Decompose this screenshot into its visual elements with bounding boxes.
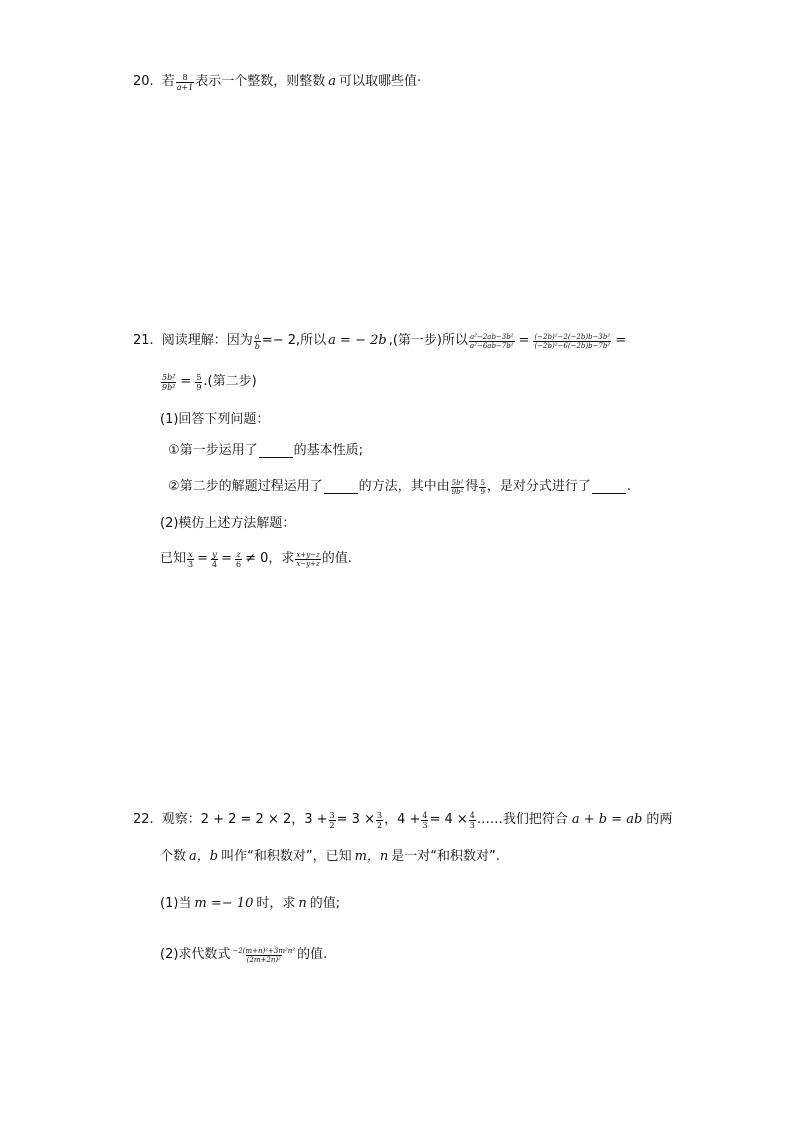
question-text: (1)当: [160, 896, 192, 911]
equals-sign: =: [197, 551, 209, 566]
question-20: [133, 72, 421, 92]
math-expression: a = − 2b: [328, 333, 387, 348]
math-text: = 3 ×: [336, 812, 375, 827]
question-21-sub-1: [168, 441, 363, 461]
fraction: $\frac{5}{9}$: [480, 478, 485, 496]
variable: n: [298, 896, 307, 911]
fraction: $\frac{x}{3}$: [188, 549, 194, 569]
question-text: 的值.: [297, 947, 328, 962]
answer-blank[interactable]: [324, 481, 358, 494]
question-text: 的值;: [309, 896, 341, 911]
question-text: 表示一个整数，则整数: [195, 74, 326, 89]
math-expression: a，b: [189, 849, 219, 864]
question-text: ①第一步运用了: [168, 443, 258, 458]
equals-sign: =: [518, 333, 530, 348]
question-text: 时，求: [256, 896, 296, 911]
math-text: ，4 +: [384, 812, 421, 827]
question-text: ,(第一步)所以: [388, 333, 468, 348]
fraction: $\frac{z}{6}$: [236, 549, 242, 569]
fraction: $\frac{x+y-z}{x-y+z}$: [296, 550, 320, 568]
answer-blank[interactable]: [259, 445, 293, 458]
question-text: 已知: [160, 551, 187, 566]
question-text: 是一对“和积数对”.: [391, 849, 500, 864]
question-text: 的值.: [321, 551, 352, 566]
question-number: 20.: [133, 74, 154, 89]
fraction: $\frac{\text{a²−2ab−3b²}}{\text{a²−6ab−7b²}}$: [469, 332, 514, 350]
question-text: 的方法，其中由: [358, 479, 450, 494]
question-text: 的两: [646, 812, 673, 827]
fraction: $\frac{\text{5b²}}{\text{9b²}}$: [162, 372, 176, 392]
fraction: $\frac{3}{2}$: [329, 810, 335, 830]
question-text: 个数: [160, 849, 187, 864]
math-expression: a + b = ab: [571, 812, 643, 827]
question-text: ……我们把符合: [476, 812, 568, 827]
fraction: $\frac{\text{−2(m+n)²+3m²n²}}{\text{(2m+2n)²}}$: [232, 946, 296, 964]
question-21-given: [160, 549, 352, 569]
question-21-part-2: (2)模仿上述方法解题：: [160, 516, 296, 531]
equals-sign: =: [221, 551, 233, 566]
question-22-line-1: [133, 810, 672, 830]
fraction: $\frac{a}{b}$: [254, 331, 260, 351]
math-text: = 4 ×: [429, 812, 468, 827]
question-number: 22.: [133, 812, 154, 827]
fraction: $\frac{3}{2}$: [376, 810, 383, 830]
math-expression: m，n: [354, 849, 389, 864]
question-number: 21.: [133, 333, 154, 348]
question-text: ，是对分式进行了: [486, 479, 591, 494]
question-21-line-1: [133, 331, 626, 351]
fraction: $\frac{\text{5b²}}{\text{9b²}}$: [451, 478, 464, 496]
question-text: 的基本性质;: [293, 443, 364, 458]
fraction: $\frac{8}{a+1}$: [176, 72, 194, 92]
question-text: 可以取哪些值·: [339, 74, 422, 89]
equals-sign: =: [615, 333, 627, 348]
question-22-line-2: [160, 847, 500, 867]
question-22-part-2: [160, 945, 327, 965]
variable: a: [328, 74, 337, 89]
question-22-part-1: [160, 894, 340, 914]
fraction: $\frac{4}{3}$: [422, 810, 428, 830]
math-text: =− 2,所以: [261, 333, 327, 348]
fraction: $\frac{4}{3}$: [469, 810, 475, 830]
question-text: 得: [465, 479, 479, 494]
question-text: ②第二步的解题过程运用了: [168, 479, 323, 494]
question-text: 观察：2 + 2 = 2 × 2，3 +: [161, 812, 328, 827]
math-expression: m =− 10: [194, 896, 254, 911]
equals-sign: =: [180, 374, 192, 389]
question-21-part-1: (1)回答下列问题：: [160, 412, 270, 427]
answer-blank[interactable]: [592, 481, 626, 494]
question-21-sub-2: [168, 477, 631, 497]
question-text: 阅读理解：因为: [161, 333, 253, 348]
fraction: $\frac{y}{4}$: [212, 549, 218, 569]
question-21-line-2: [160, 372, 257, 392]
question-text: 叫作“和积数对”，已知: [221, 849, 352, 864]
fraction: $\frac{5}{9}$: [196, 372, 202, 392]
question-text: (2)求代数式: [160, 947, 231, 962]
question-text: 若: [161, 74, 175, 89]
period: .: [626, 479, 632, 494]
question-text: ≠ 0，求: [245, 551, 295, 566]
question-text: .(第二步): [203, 374, 257, 389]
fraction: $\frac{\text{(−2b)²−2(−2b)b−3b²}}{\text{(−2b)²−6(−2b)b−7b²}}$: [534, 332, 611, 350]
